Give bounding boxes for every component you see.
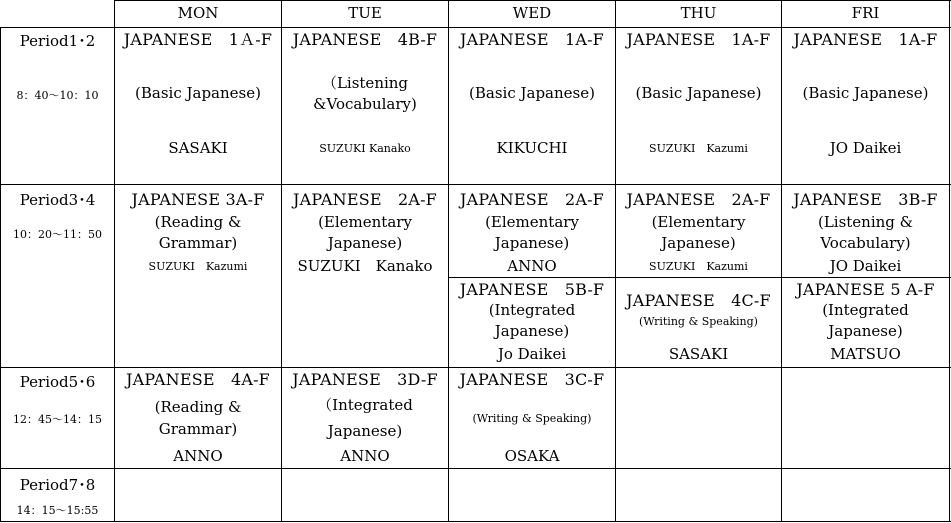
teacher-name: KIKUCHI xyxy=(496,139,568,157)
course-code: JAPANESE 4B-F xyxy=(292,30,438,49)
course-code: JAPANESE 2A-F xyxy=(293,190,437,209)
teacher-name: SUZUKI Kanako xyxy=(297,257,433,275)
course-subject: (Integrated xyxy=(488,301,576,319)
period-time: 10：20～11：50 xyxy=(13,228,102,241)
teacher-name: ANNO xyxy=(173,447,223,465)
border-right xyxy=(949,0,950,522)
course-subject: (Listening & xyxy=(817,213,914,231)
period-label: Period1･2 xyxy=(19,32,96,50)
course-subject: Japanese) xyxy=(828,322,903,340)
course-subject: (Elementary xyxy=(651,213,746,231)
course-subject: Japanese) xyxy=(327,234,403,252)
class-cell xyxy=(282,28,448,184)
border-bottom xyxy=(0,521,951,522)
day-header-wed: WED xyxy=(512,4,552,22)
course-code: JAPANESE 1A-F xyxy=(793,30,938,49)
course-subject: (Writing & Speaking) xyxy=(472,412,592,425)
class-cell xyxy=(449,278,615,367)
course-subject: (Writing & Speaking) xyxy=(639,315,758,328)
teacher-name: SUZUKI Kazumi xyxy=(649,260,748,273)
course-code: JAPANESE 1A-F xyxy=(460,30,604,49)
class-cell xyxy=(115,368,281,468)
teacher-name: SASAKI xyxy=(168,139,228,157)
course-subject: (Elementary xyxy=(485,213,579,231)
period-label: Period7･8 xyxy=(19,476,96,494)
period-time: 14：15～15:55 xyxy=(16,504,99,517)
day-header-fri: FRI xyxy=(851,4,880,22)
course-code: JAPANESE 3C-F xyxy=(459,370,605,389)
class-cell xyxy=(449,185,615,277)
period-time: 12：45～14：15 xyxy=(13,413,102,426)
course-subject: Japanese) xyxy=(327,422,403,440)
teacher-name: OSAKA xyxy=(504,447,560,465)
course-subject: (Reading & xyxy=(154,398,242,416)
course-subject: (Basic Japanese) xyxy=(135,84,261,102)
course-subject: Japanese) xyxy=(494,234,570,252)
course-subject: (Reading & xyxy=(154,213,242,231)
class-cell xyxy=(616,185,781,277)
class-cell xyxy=(782,28,949,184)
course-subject: （Integrated xyxy=(317,396,413,414)
class-cell xyxy=(115,185,281,367)
teacher-name: SUZUKI Kazumi xyxy=(148,260,248,273)
course-subject: (Basic Japanese) xyxy=(469,84,595,102)
teacher-name: Jo Daikei xyxy=(497,345,567,363)
teacher-name: MATSUO xyxy=(830,345,901,363)
course-subject: Japanese) xyxy=(494,322,570,340)
teacher-name: SUZUKI Kanako xyxy=(319,142,411,155)
course-code: JAPANESE 4A-F xyxy=(126,370,270,389)
period-time: 8：40～10：10 xyxy=(16,89,99,102)
course-subject: Vocabulary) xyxy=(820,234,911,252)
course-code: JAPANESE 5B-F xyxy=(459,280,605,299)
class-cell xyxy=(449,28,615,184)
course-code: JAPANESE 4C-F xyxy=(626,291,771,310)
course-code: JAPANESE 3A-F xyxy=(131,190,265,209)
course-code: JAPANESE 1Ａ-F xyxy=(123,30,273,49)
period-label: Period5･6 xyxy=(19,373,96,391)
teacher-name: SUZUKI Kazumi xyxy=(649,142,748,155)
course-subject: （Listening xyxy=(321,74,409,92)
class-cell xyxy=(616,28,781,184)
course-subject: &Vocabulary) xyxy=(313,95,417,113)
course-code: JAPANESE 3D-F xyxy=(292,370,438,389)
course-code: JAPANESE 3B-F xyxy=(793,190,938,209)
day-header-tue: TUE xyxy=(348,4,382,22)
day-header-thu: THU xyxy=(680,4,717,22)
class-cell xyxy=(782,185,949,277)
course-code: JAPANESE 1A-F xyxy=(626,30,771,49)
course-subject: (Basic Japanese) xyxy=(635,84,762,102)
class-cell xyxy=(616,278,781,367)
teacher-name: SASAKI xyxy=(668,345,729,363)
teacher-name: ANNO xyxy=(340,447,390,465)
class-cell xyxy=(449,368,615,468)
course-code: JAPANESE 2A-F xyxy=(626,190,771,209)
teacher-name: JO Daikei xyxy=(829,139,902,157)
class-cell xyxy=(115,28,281,184)
period-label: Period3･4 xyxy=(19,191,96,209)
day-header-mon: MON xyxy=(177,4,219,22)
course-subject: Grammar) xyxy=(158,234,238,252)
course-subject: (Basic Japanese) xyxy=(802,84,929,102)
course-code: JAPANESE 2A-F xyxy=(460,190,604,209)
class-cell xyxy=(282,368,448,468)
course-subject: Japanese) xyxy=(661,234,736,252)
class-cell xyxy=(782,278,949,367)
course-subject: (Integrated xyxy=(822,301,909,319)
row-divider-3 xyxy=(0,468,951,469)
teacher-name: ANNO xyxy=(507,257,557,275)
teacher-name: JO Daikei xyxy=(829,257,902,275)
class-cell xyxy=(282,185,448,367)
course-subject: (Elementary xyxy=(318,213,412,231)
border-left xyxy=(0,27,1,522)
course-subject: Grammar) xyxy=(158,420,238,438)
course-code: JAPANESE 5 A-F xyxy=(796,280,935,299)
